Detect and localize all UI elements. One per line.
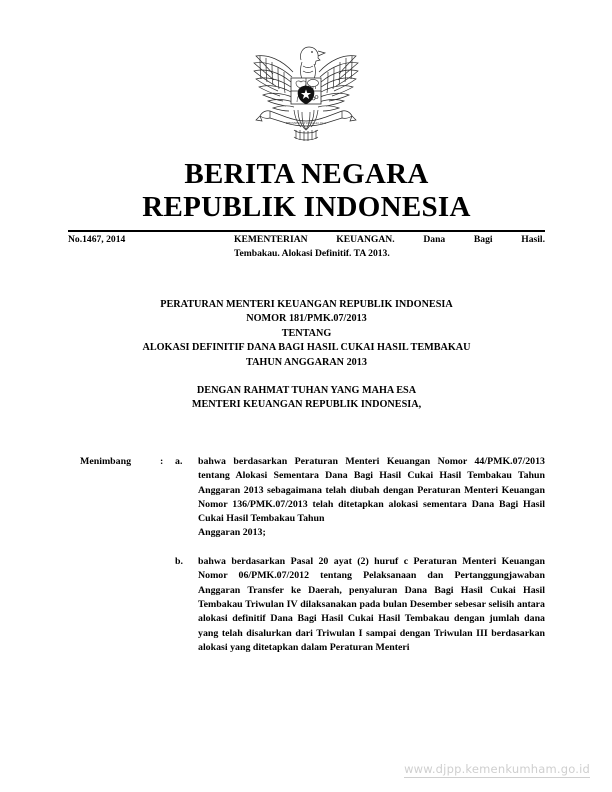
regulation-number: NOMOR 181/PMK.07/2013 [246, 313, 367, 325]
regulation-tentang-label: TENTANG [281, 327, 332, 339]
considering-tail-a: Anggaran 2013; [198, 527, 266, 539]
masthead-line-1: BERITA NEGARA [184, 158, 429, 190]
considering-body-b [198, 555, 545, 655]
considering-body-a [198, 455, 545, 541]
regulation-heading: PERATURAN MENTERI KEUANGAN REPUBLIK INDONESIA [160, 299, 453, 310]
invocation-line: DENGAN RAHMAT TUHAN YANG MAHA ESA [196, 385, 417, 397]
masthead-line-2: REPUBLIK INDONESIA [142, 191, 471, 223]
header-divider [68, 230, 545, 232]
regulation-subject: ALOKASI DEFINITIF DANA BAGI HASIL CUKAI HASIL TEMBAKAU [142, 342, 471, 354]
considering-text-b: bahwa berdasarkan Pasal 20 ayat (2) huruf c Peraturan Menteri Keuangan Nomor 06/PMK.07/2012 tentang Pelaksanaan dan Pertanggungjawaban Anggaran Transfer ke Daerah, penyaluran Dana Bagi Hasil Cukai Hasil Tembakau Triwulan IV dilaksanakan pada bulan Desember sebesar selisih antara alokasi definitif Dana Bagi Hasil Cukai Hasil Tembakau dengan jumlah dana yang telah disalurkan dari Triwulan I sampai dengan Triwulan III berdasarkan alokasi yang ditetapkan dalam Peraturan Menteri [198, 556, 545, 653]
considering-item-a [68, 455, 545, 541]
title-block-spacer [68, 370, 545, 384]
watermark-url: www.djpp.kemenkumham.go.id [404, 762, 590, 776]
considering-label: Menimbang [80, 456, 132, 467]
masthead [68, 158, 545, 224]
considering-letter-a: a. [175, 456, 183, 467]
gazette-subject-line-1: KEMENTERIAN KEUANGAN. Dana Bagi Hasil. [234, 234, 545, 245]
considering-text-a: bahwa berdasarkan Peraturan Menteri Keuangan Nomor 44/PMK.07/2013 tentang Alokasi Sementara Dana Bagi Hasil Cukai Hasil Tembakau Tahun Anggaran 2013 sebagaimana telah diubah dengan Peraturan Menteri Keuangan Nomor 136/PMK.07/2013 telah ditetapkan alokasi sementara Dana Bagi Hasil Cukai Hasil Tembakau Tahun [198, 456, 545, 525]
emblem-motto: BHINNEKA TUNGGAL IKA [285, 121, 327, 126]
regulation-title-block [68, 298, 545, 413]
footer-watermark [0, 762, 612, 776]
considering-item-b [68, 555, 545, 655]
gazette-subject [234, 233, 545, 260]
regulation-fiscal-year: TAHUN ANGGARAN 2013 [246, 356, 367, 368]
gazette-subject-line-2: Tembakau. Alokasi Definitif. TA 2013. [234, 247, 390, 259]
gazette-number: No.1467, 2014 [68, 234, 126, 245]
considering-colon: : [160, 456, 164, 467]
considering-section [68, 455, 545, 655]
issuing-authority: MENTERI KEUANGAN REPUBLIK INDONESIA, [191, 399, 422, 411]
considering-letter-b: b. [175, 556, 183, 568]
garuda-pancasila-emblem [0, 38, 612, 155]
